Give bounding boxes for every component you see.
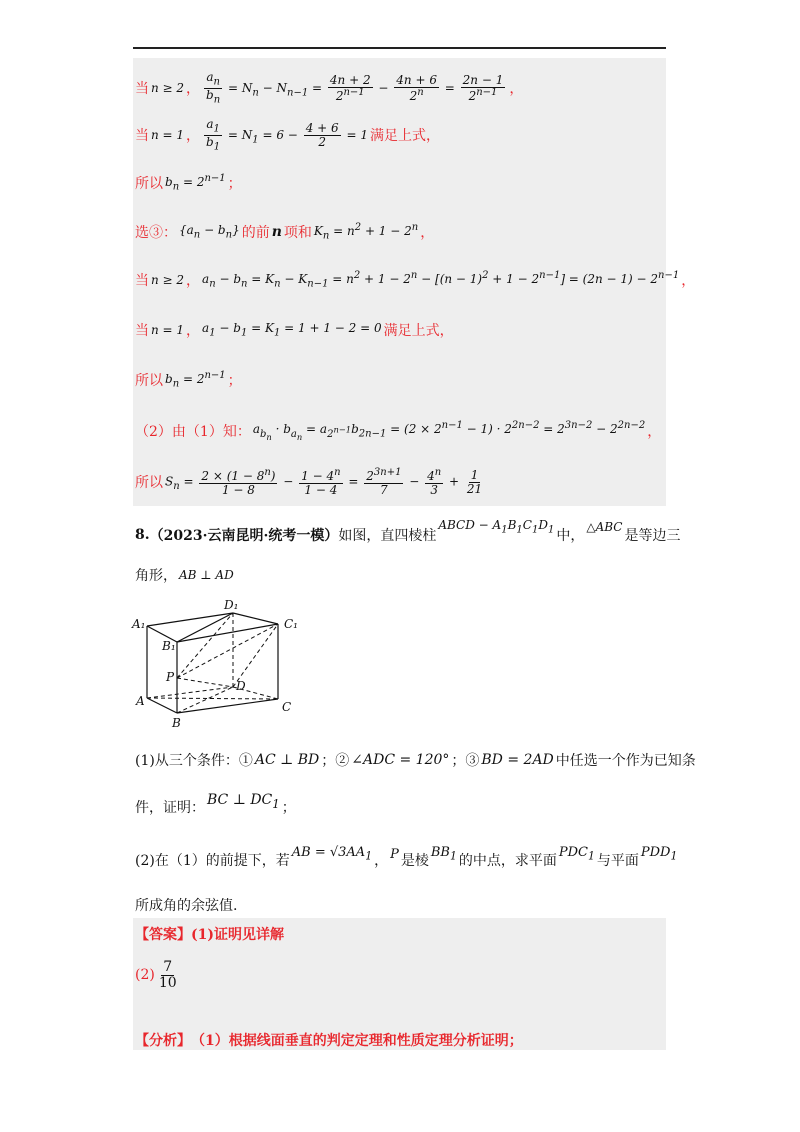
condition-n: n = 1 xyxy=(151,128,185,142)
question-8-line-2 xyxy=(135,563,236,587)
question-text: 如图，直四棱柱 xyxy=(338,528,437,544)
condition-n: n = 1 xyxy=(151,323,185,337)
point-p: P xyxy=(390,846,399,862)
solution-line-8 xyxy=(135,413,661,449)
prism-name: ABCD − $A_1B_1C_1D_1$ xyxy=(438,518,555,536)
equation-bn: $b_n = 2^{n-1}$ xyxy=(165,370,226,390)
part2-text: 与平面 xyxy=(596,853,639,869)
part1-line-1 xyxy=(135,745,696,775)
part2-line-2 xyxy=(135,893,237,917)
comma: ， xyxy=(681,273,696,289)
comma: ， xyxy=(509,81,524,97)
text-when: 当 xyxy=(135,81,149,97)
text-first: 的前 xyxy=(241,225,270,241)
solution-line-2 xyxy=(135,115,440,155)
part1-text: ；② xyxy=(321,753,350,769)
text-therefore: 所以 xyxy=(135,475,163,491)
answer-part1: (1)证明见详解 xyxy=(191,927,284,943)
answer-line-1 xyxy=(135,922,284,946)
comma: ， xyxy=(186,81,201,97)
part2-text: 所成角的余弦值. xyxy=(135,898,238,914)
analysis-line xyxy=(135,1028,523,1052)
equation-base-case-2: $a_1 - b_1 = K_1 = 1 + 1 - 2 = 0$ xyxy=(202,321,382,339)
equation-kn: $K_n = n^2 + 1 - 2^n$ xyxy=(313,222,419,242)
part1-text: 中任选一个作为已知条 xyxy=(555,753,696,769)
answer-line-2 xyxy=(135,955,181,995)
text-when: 当 xyxy=(135,273,149,289)
text-choose-3: 选③： xyxy=(135,225,177,241)
part1-line-2 xyxy=(135,792,296,822)
goal-perp: BC ⊥ $DC_1$ xyxy=(207,791,280,811)
label-a1: A₁ xyxy=(132,617,146,631)
question-8-line-1 xyxy=(135,520,680,550)
label-p: P xyxy=(166,670,175,684)
condition-2: ∠ADC = 120° xyxy=(351,752,450,768)
part2-line-1 xyxy=(135,845,679,875)
fraction-denominator: 10 xyxy=(158,974,177,991)
plane-pdd1: $PDD_1$ xyxy=(640,845,678,863)
question-number: 8. xyxy=(135,527,150,543)
condition-n: n ≥ 2 xyxy=(151,81,185,95)
comma: ， xyxy=(420,225,435,241)
header-rule xyxy=(133,47,666,49)
equation-ratio: $\frac{a_n}{b_n}$ = $N_n - N_{n-1}$ = $\frac{4n + 2}{2^{n-1}}$ − $\frac{4n + 6}{2^n}$ = $\frac{2n - 1}{2^{n-1}}$ xyxy=(206,69,504,105)
comma: ， xyxy=(647,424,662,440)
equation-an-minus-bn: $a_n - b_n = K_n - K_{n-1} = n^2 + 1 - 2^n - [(n - 1)^2 + 1 - 2^{n-1}] = (2n - 1) - 2^{n-1}$ xyxy=(202,270,680,290)
answer-part2-prefix: (2) xyxy=(135,967,155,983)
comma: ， xyxy=(186,323,201,339)
part2-text: 是棱 xyxy=(400,853,429,869)
equation-bn: $b_n = 2^{n-1}$ xyxy=(165,173,226,193)
prism-figure xyxy=(130,598,310,734)
part2-text: ， xyxy=(374,853,389,869)
label-d: D xyxy=(236,679,246,693)
text-sum: 项和 xyxy=(283,225,312,241)
question-text: 中， xyxy=(556,528,585,544)
question-text: 角形， xyxy=(135,568,177,584)
label-a: A xyxy=(136,694,145,708)
label-b: B xyxy=(172,716,181,730)
equation-product: $a_{b_n} \cdot b_{a_n} = a_{2^{n-1}}b_{2n-1} = (2 \times 2^{n-1} - 1) \cdot 2^{2n-2} = 2^{3n-2} - 2^{2n-2}$ xyxy=(252,420,646,442)
solution-line-4 xyxy=(135,217,434,247)
condition-1: AC ⊥ BD xyxy=(254,752,320,768)
text-when: 当 xyxy=(135,128,149,144)
text-therefore: 所以 xyxy=(135,176,163,192)
part1-text: ； xyxy=(281,800,296,816)
solution-line-6 xyxy=(135,315,454,345)
solution-line-9 xyxy=(135,460,488,504)
fraction-numerator: 7 xyxy=(163,958,173,975)
answer-fraction xyxy=(157,960,179,990)
var-n: n xyxy=(271,224,282,240)
text-satisfies: 满足上式， xyxy=(383,323,454,339)
text-when: 当 xyxy=(135,323,149,339)
label-b1: B₁ xyxy=(162,639,176,653)
comma: ， xyxy=(186,128,201,144)
equation-sn: $S_n$ = $\frac{2 \times (1 - 8^n)}{1 - 8}$ − $\frac{1 - 4^n}{1 - 4}$ = $\frac{2^{3n+1}}{7}$ − $\frac{4^n}{3}$ + $\frac{1}{21}$ xyxy=(165,466,483,497)
analysis-tag: 【分析】 xyxy=(135,1033,191,1049)
prism-diagram xyxy=(130,598,310,730)
semicolon: ； xyxy=(227,176,242,192)
semicolon: ； xyxy=(227,373,242,389)
solution-line-7 xyxy=(135,362,242,398)
text-therefore: 所以 xyxy=(135,373,163,389)
condition-3: BD = 2AD xyxy=(481,752,554,768)
text-part2-known: （2）由（1）知： xyxy=(135,424,251,440)
part1-text: ；③ xyxy=(451,753,480,769)
text-satisfies: 满足上式， xyxy=(369,128,440,144)
condition-ab: AB = $√3AA_1$ xyxy=(291,845,373,863)
plane-pdc1: $PDC_1$ xyxy=(558,845,595,863)
part1-text: (1)从三个条件：① xyxy=(135,753,253,769)
solution-line-3 xyxy=(135,165,242,201)
solution-line-1 xyxy=(135,68,523,108)
edge-bb1: $BB_1$ xyxy=(430,845,457,863)
question-source: （2023·云南昆明·统考一模） xyxy=(149,528,339,544)
comma: ， xyxy=(186,273,201,289)
solution-line-5 xyxy=(135,265,695,295)
label-d1: D₁ xyxy=(224,598,239,612)
question-text: 是等边三 xyxy=(624,528,681,544)
ab-perp-ad: AB ⊥ AD xyxy=(179,568,234,582)
triangle-abc: △ABC xyxy=(586,520,623,534)
condition-n: n ≥ 2 xyxy=(151,273,185,287)
part1-text: 件，证明： xyxy=(135,800,205,816)
part2-text: 的中点，求平面 xyxy=(458,853,557,869)
sequence-diff: $\{a_n - b_n\}$ xyxy=(179,223,240,241)
label-c: C xyxy=(282,700,292,714)
answer-tag: 【答案】 xyxy=(135,927,191,943)
label-c1: C₁ xyxy=(284,617,298,631)
analysis-text: （1）根据线面垂直的判定定理和性质定理分析证明； xyxy=(191,1033,523,1049)
part2-text: (2)在（1）的前提下，若 xyxy=(135,853,290,869)
equation-base-case: $\frac{a_1}{b_1}$ = $N_1 = 6$ − $\frac{4 + 6}{2}$ = 1 xyxy=(206,116,368,152)
